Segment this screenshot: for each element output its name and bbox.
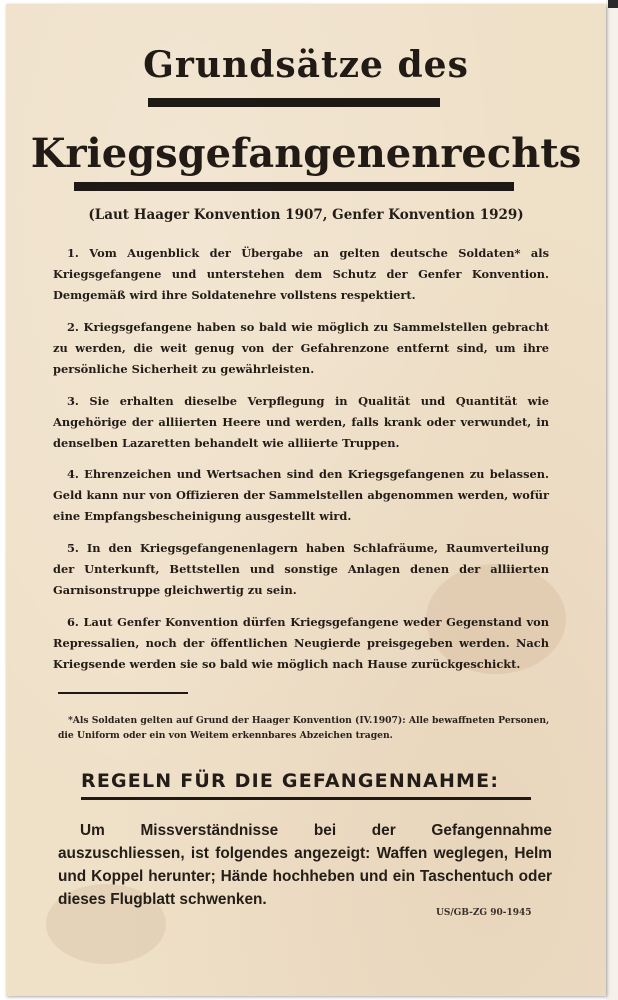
rules-heading-underline	[81, 797, 531, 800]
paragraph-4: 4. Ehrenzeichen und Wertsachen sind den Kriegsgefangenen zu belassen. Geld kann nur von Offizieren der Sammelstellen abgenommen werden, wofür eine Empfangsbescheinigung ausgestellt wird.	[53, 467, 549, 523]
paragraph-5: 5. In den Kriegsgefangenenlagern haben Schlafräume, Raumverteilung der Unterkunft, Bettstellen und sonstige Anlagen denen der alliierten Garnisonstruppe gleichwertig zu sein.	[53, 541, 549, 597]
title-underline	[148, 98, 440, 107]
leaflet-code: US/GB-ZG 90-1945	[436, 908, 532, 918]
rules-heading: REGELN FÜR DIE GEFANGENNAHME:	[81, 770, 500, 792]
scan-corner-shadow	[608, 0, 618, 8]
paragraph-2: 2. Kriegsgefangene haben so bald wie möglich zu Sammelstellen gebracht zu werden, die weit genug von der Gefahrenzone entfernt sind, um ihre persönliche Sicherheit zu gewährleisten.	[53, 320, 549, 376]
title-underline-2	[74, 182, 514, 191]
footnote: *Als Soldaten gelten auf Grund der Haager Konvention (IV.1907): Alle bewaffneten Personen, die Uniform oder ein von Weitem erkennbares Abzeichen tragen.	[58, 715, 550, 741]
subtitle: (Laut Haager Konvention 1907, Genfer Konvention 1929)	[88, 207, 524, 223]
scan-edge	[606, 0, 618, 1000]
capture-instructions: Um Missverständnisse bei der Gefangennahme auszuschliessen, ist folgendes angezeigt: Waffen weglegen, Helm und Koppel herunter; Hände hochheben und ein Taschentuch oder dieses Flugblatt schwenken.	[58, 822, 552, 908]
paragraph-3: 3. Sie erhalten dieselbe Verpflegung in Qualität und Quantität wie Angehörige der alliierten Heere und werden, falls krank oder verwundet, in denselben Lazaretten behandelt wie alliierte Truppen.	[53, 394, 549, 450]
paragraph-1: 1. Vom Augenblick der Übergabe an gelten deutsche Soldaten* als Kriegsgefangene und unterstehen dem Schutz der Genfer Konvention. Demgemäß wird ihre Soldatenehre vollstens respektiert.	[53, 246, 549, 302]
page-title-line-2: Kriegsgefangenenrechts	[30, 130, 582, 177]
paragraph-6: 6. Laut Genfer Konvention dürfen Kriegsgefangene weder Gegenstand von Repressalien, noch der öffentlichen Neugierde preisgegeben werden. Nach Kriegsende werden sie so bald wie möglich nach Hause zurückgeschickt.	[53, 615, 549, 671]
page-title: Grundsätze des	[143, 44, 469, 86]
leaflet-page	[6, 4, 606, 996]
footnote-divider	[58, 692, 188, 694]
